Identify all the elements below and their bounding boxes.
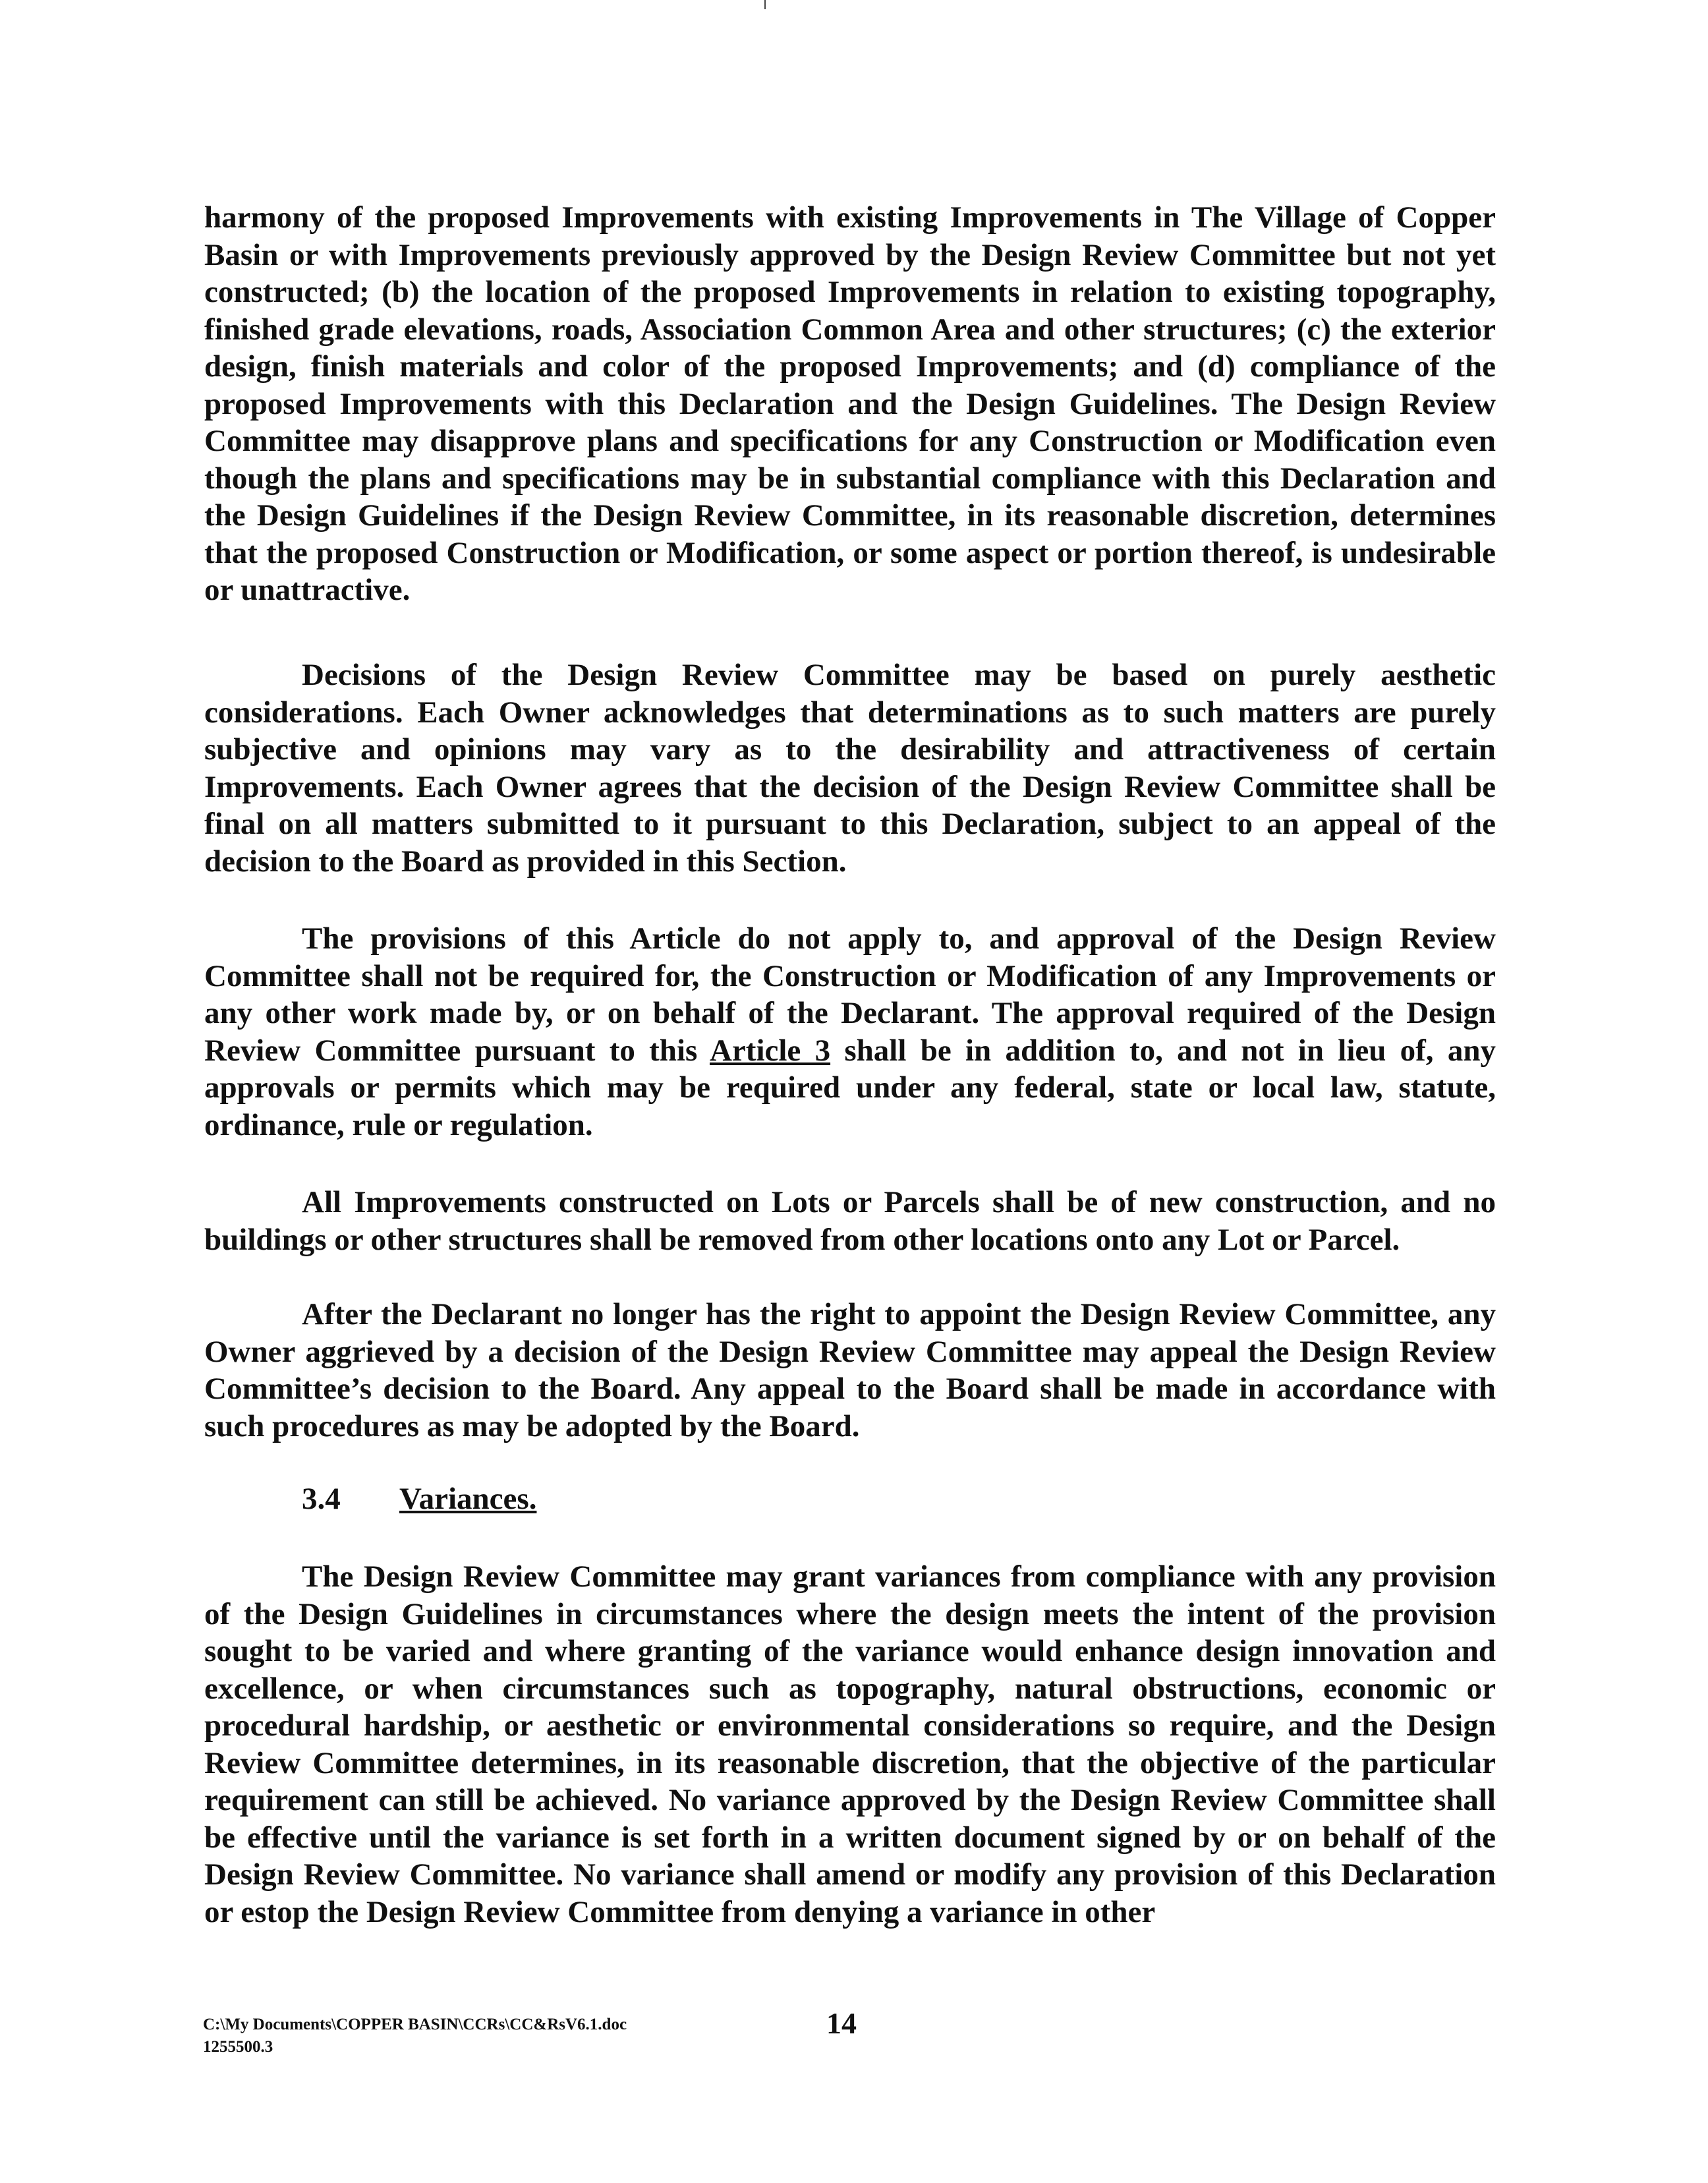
paragraph-variances: The Design Review Committee may grant variances from compliance with any provision of the Design Guidelines in circumstances where the design meets the intent of the provision sought to be varied and where granting of the variance would enhance design innovation and excellence, or when circumstances such as topography, natural obstructions, economic or procedural hardship, or aesthetic or environmental considerations so require, and the Design Review Committee determines, in its reasonable discretion, that the objective of the particular requirement can still be achieved. No variance approved by the Design Review Committee shall be effective until the variance is set forth in a written document signed by or on behalf of the Design Review Committee. No variance shall amend or modify any provision of this Declaration or estop the Design Review Committee from denying a variance in other <box>204 1559 1496 1929</box>
paragraph-aesthetic-decisions: Decisions of the Design Review Committee may be based on purely aesthetic considerations. Each Owner acknowledges that determinations as to such matters are purely subjective and opinions may vary as to the desirability and attractiveness of certain Improvements. Each Owner agrees that the decision of the Design Review Committee shall be final on all matters submitted to it pursuant to this Declaration, subject to an appeal of the decision to the Board as provided in this Section. <box>204 658 1496 879</box>
article-3-reference: Article 3 <box>709 1033 831 1068</box>
page-number: 14 <box>826 2006 857 2040</box>
footer-document-id: 1255500.3 <box>203 2038 273 2056</box>
paragraph-appeal-to-board: After the Declarant no longer has the right to appoint the Design Review Committee, any Owner aggrieved by a decision of the Design Review Committee may appeal the Design Review Committee’s decision to the Board. Any appeal to the Board shall be made in accordance with such procedures as may be adopted by the Board. <box>204 1297 1496 1443</box>
section-heading-variances <box>302 1480 536 1517</box>
section-number: 3.4 <box>302 1482 341 1516</box>
paragraph-new-construction: All Improvements constructed on Lots or Parcels shall be of new construction, and no buildings or other structures shall be removed from other locations onto any Lot or Parcel. <box>204 1185 1496 1257</box>
paragraph-declarant-exemption-text-2: shall be in addition to, and not in lieu of, any approvals or permits which may be required under any federal, state or local law, statute, ordinance, rule or regulation. <box>204 1033 1496 1142</box>
footer-file-path: C:\My Documents\COPPER BASIN\CCRs\CC&RsV6.1.doc <box>203 2016 627 2033</box>
paragraph-declarant-exemption <box>204 920 1496 1144</box>
section-title: Variances. <box>399 1482 537 1516</box>
paragraph-declarant-exemption-text-1: The provisions of this Article do not apply to, and approval of the Design Review Committee shall not be required for, the Construction or Modification of any Improvements or any other work made by, or on behalf of the Declarant. The approval required of the Design Review Committee pursuant to this <box>204 921 1496 1068</box>
scan-mark <box>764 0 766 9</box>
paragraph-design-review-criteria: harmony of the proposed Improvements with existing Improvements in The Village of Copper Basin or with Improvements previously approved by the Design Review Committee but not yet constructed; (b) the location of the proposed Improvements in relation to existing topography, finished grade elevations, roads, Association Common Area and other structures; (c) the exterior design, finish materials and color of the proposed Improvements; and (d) compliance of the proposed Improvements with this Declaration and the Design Guidelines. The Design Review Committee may disapprove plans and specifications for any Construction or Modification even though the plans and specifications may be in substantial compliance with this Declaration and the Design Guidelines if the Design Review Committee, in its reasonable discretion, determines that the proposed Construction or Modification, or some aspect or portion thereof, is undesirable or unattractive. <box>204 200 1496 607</box>
